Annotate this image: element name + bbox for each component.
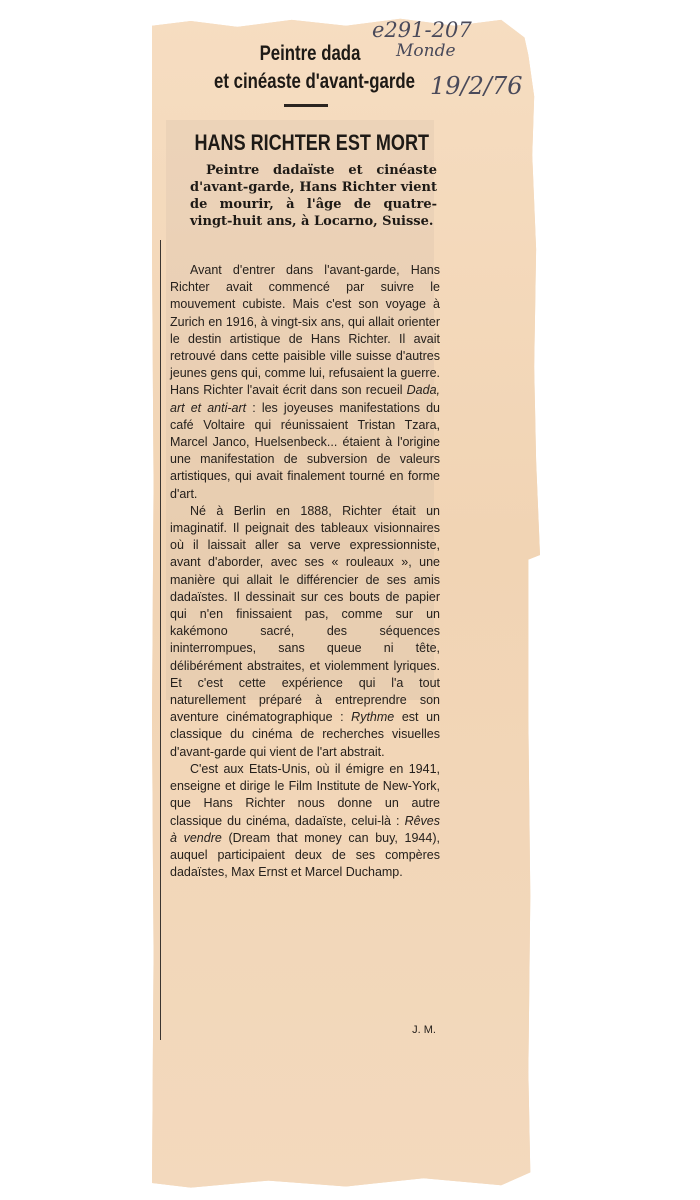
film-title-rythme: Rythme xyxy=(351,710,395,725)
kicker-line-1: Peintre dada xyxy=(259,42,361,65)
paragraph-1: Avant d'entrer dans l'avant-garde, Hans Richter avait commencé par suivre le mouvement cubiste. Mais c'est son voyage à Zurich en 1916, à vingt-six ans, qui allait orienter le destin artistique de Hans Richter. Il avait retrouvé dans cette paisible ville suisse d'autres jeunes gens qui, comme lui, refusaient la guerre. Hans Richter l'avait écrit dans son recueil Dada, art et anti-art : les joyeuses manifestations du café Voltaire qui réunissaient Tristan Tzara, Marcel Janco, Huelsenbeck... étaient à l'origine une manifestation de subversion de valeurs artistiques, qui avait finalement tourné en forme d'art. xyxy=(170,263,440,501)
handwritten-reference: e291-207 xyxy=(372,18,472,42)
kicker-line-2: et cinéaste d'avant-garde xyxy=(214,70,416,93)
article-lede: Peintre dadaïste et cinéaste d'avant-garde, Hans Richter vient de mourir, à l'âge de quatre-vingt-huit ans, à Locarno, Suisse. xyxy=(190,163,437,229)
handwritten-newspaper: Monde xyxy=(396,41,456,61)
author-signature: J. M. xyxy=(412,1024,436,1036)
article-title: HANS RICHTER EST MORT xyxy=(194,130,429,155)
paragraph-3: C'est aux Etats-Unis, où il émigre en 1941, enseigne et dirige le Film Institute de New-York, que Hans Richter nous donne un autre classique du cinéma, dadaïste, celui-là : Rêves à vendre (Dream that money can buy, 1944), auquel participaient deux de ses compères dadaïstes, Max Ernst et Marcel Duchamp. xyxy=(170,761,440,880)
article-body xyxy=(170,262,440,881)
separator-rule xyxy=(284,104,328,107)
film-title-reves: Rêves à vendre xyxy=(170,813,440,845)
paragraph-2: Né à Berlin en 1888, Richter était un imaginatif. Il peignait des tableaux visionnaires où il laissait aller sa verve expressionniste, avant d'aborder, avec ses « rouleaux », une manière qui allait le différencier de ses amis dadaïstes. Il dessinait sur ces bouts de papier qui n'en finissaient pas, comme sur un kakémono sacré, des séquences ininterrompues, sans queue ni tête, délibérément abstraites, et violemment lyriques. Et c'est cette expérience qui l'a tout naturellement préparé à entreprendre son aventure cinématographique : Rythme est un classique du cinéma de recherches visuelles d'avant-garde qui vient de l'art abstrait. xyxy=(170,503,440,759)
book-title: Dada, art et anti-art xyxy=(170,383,440,415)
column-rule xyxy=(160,240,161,1040)
handwritten-date: 19/2/76 xyxy=(430,72,523,100)
